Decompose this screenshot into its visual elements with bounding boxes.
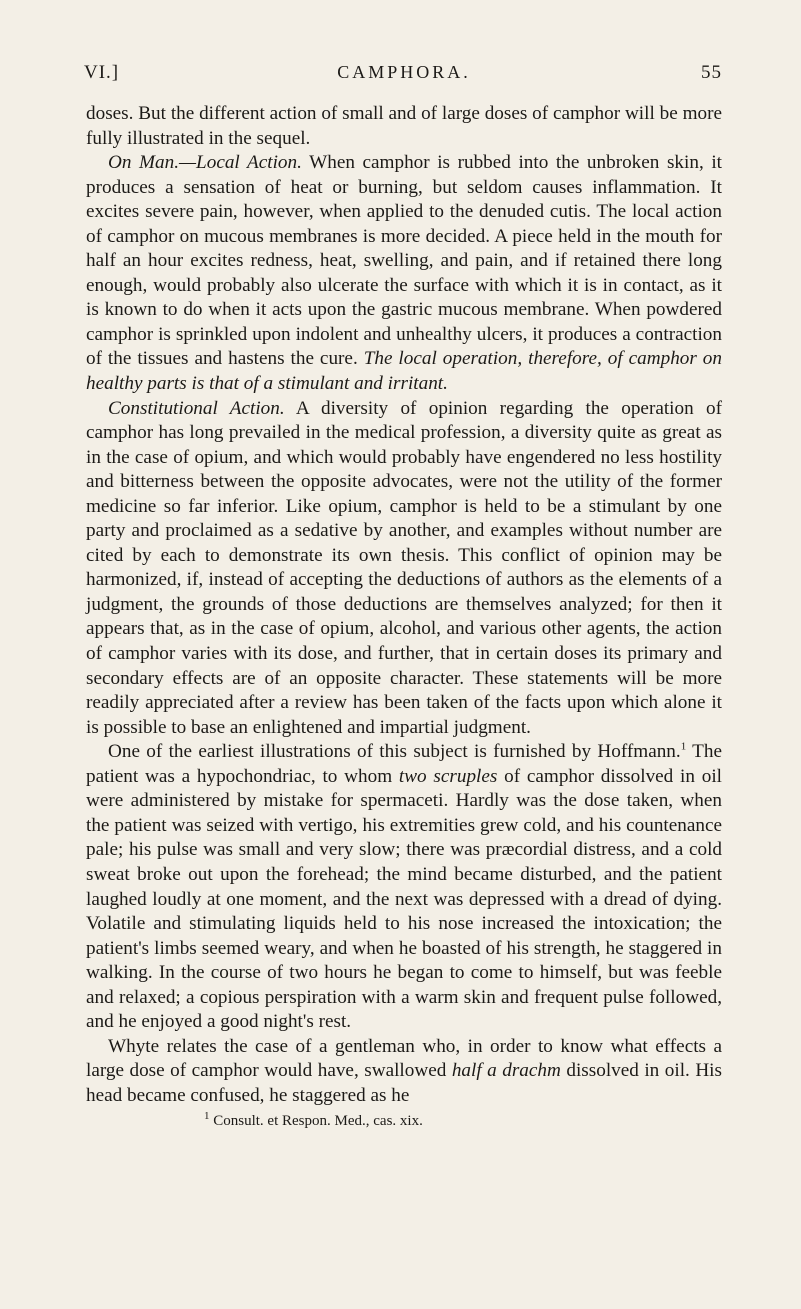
text-run: of camphor dissolved in oil were administered by mistake for spermaceti. Hardly was the dose taken, when the patient was seized with vertigo, his extremities grew cold, and his countenance pale; his pulse was small and very slow; there was præcordial distress, and a cold sweat broke out upon the forehead; the mind became disturbed, and the patient laughed loudly at one moment, and the next was depressed with a dread of dying. Volatile and stimulating liquids held to his nose increased the intoxication; the patient's limbs seemed weary, and when he boasted of his strength, he staggered in walking. In the course of two hours he began to come to himself, but was feeble and relaxed; a copious perspiration with a warm skin and frequent pulse followed, and he enjoyed a good night's rest. [86, 765, 722, 1033]
paragraph [86, 102, 722, 151]
text-run: Whyte relates the case of a gentleman who, in order to know what effects a large dose of camphor would have, swallowed [86, 1035, 722, 1082]
footnote [86, 1112, 722, 1130]
paragraph [86, 151, 722, 396]
running-head [86, 62, 722, 86]
italic-text: On Man.—Local Action. [108, 152, 302, 174]
text-run: A diversity of opinion regarding the operation of camphor has long prevailed in the medical profession, a diversity quite as great as in the case of opium, and which would probably have engendered no less hostility and bitterness between the opposite advocates, were not the utility of the former medicine so far inferior. Like opium, camphor is held to be a stimulant by one party and proclaimed as a sedative by another, and examples without number are cited by each to demonstrate its own thesis. This conflict of opinion may be harmonized, if, instead of accepting the deductions of authors as the elements of a judgment, the grounds of those deductions are themselves analyzed; for then it appears that, as in the case of opium, alcohol, and various other agents, the action of camphor varies with its dose, and further, that in certain doses its primary and secondary effects are of an opposite character. These statements will be more readily appreciated after a review has been taken of the facts upon which alone it is possible to base an enlightened and impartial judgment. [86, 397, 722, 738]
text-run: dissolved in oil. His head became confused, he staggered as he [86, 1060, 722, 1106]
italic-text: two scruples [398, 765, 498, 787]
running-title: CAMPHORA. [337, 62, 471, 82]
footnote-text: Consult. et Respon. Med., cas. xix. [209, 1113, 423, 1130]
italic-text: The local operation, therefore, of camphor on healthy parts is that of a stimulant and irritant. [86, 348, 722, 395]
italic-text: half a drachm [451, 1060, 561, 1082]
page-number: 55 [701, 62, 722, 83]
paragraph [86, 1035, 722, 1109]
text-run: The patient was a hypochondriac, to whom [86, 741, 723, 787]
page [86, 62, 722, 1130]
footnote-marker: 1 [204, 1110, 210, 1123]
body-text [86, 102, 722, 1108]
chapter-marker: VI.] [84, 62, 120, 83]
paragraph [86, 397, 722, 741]
text-run: When camphor is rubbed into the unbroken skin, it produces a sensation of heat or burning, but seldom causes inflammation. It excites severe pain, however, when applied to the denuded cutis. The local action of camphor on mucous membranes is more decided. A piece held in the mouth for half an hour excites redness, heat, swelling, and pain, and if retained there long enough, would probably also ulcerate the surface with which it is in contact, as it is known to do when it acts upon the gastric mucous membrane. When powdered camphor is sprinkled upon indolent and unhealthy ulcers, it produces a contraction of the tissues and hastens the cure. [86, 152, 722, 370]
text-run: One of the earliest illustrations of this subject is furnished by Hoffmann. [108, 741, 681, 763]
italic-text: Constitutional Action. [108, 397, 285, 419]
footnote-reference: 1 [680, 740, 687, 753]
text-run: doses. But the different action of small and of large doses of camphor will be more fully illustrated in the sequel. [86, 103, 722, 149]
paragraph [86, 740, 722, 1035]
